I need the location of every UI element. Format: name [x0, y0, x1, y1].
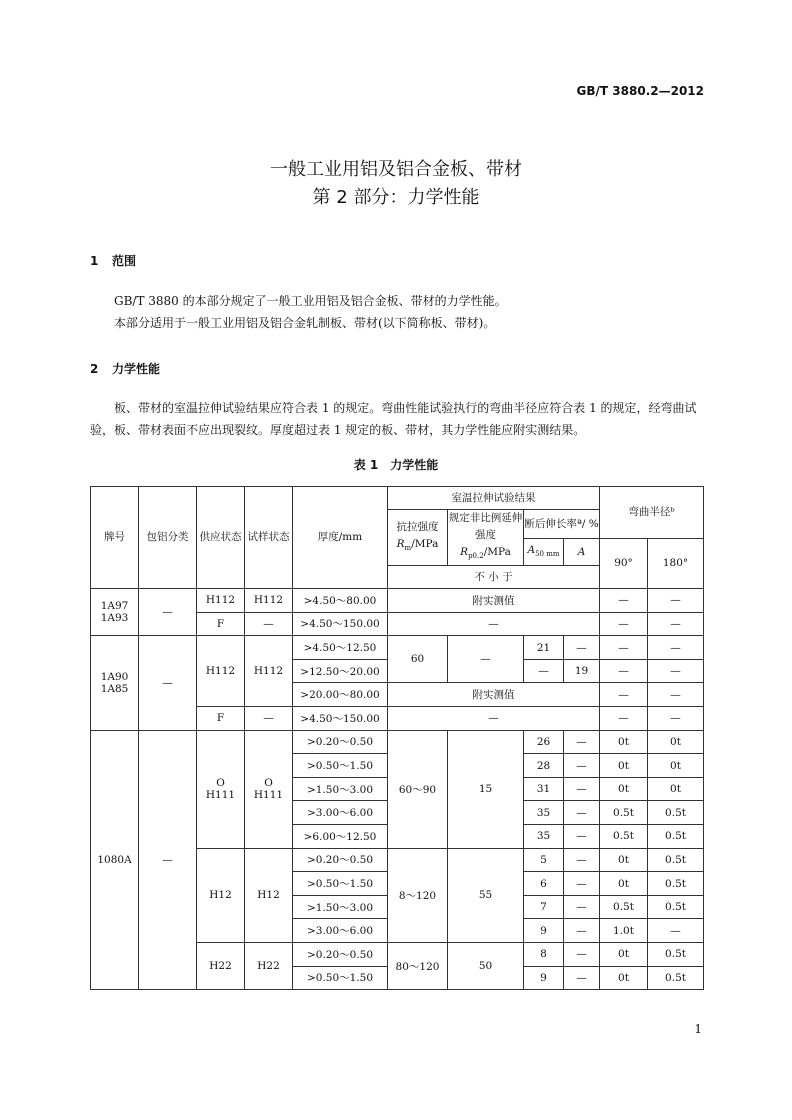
- tensile-cell: —: [388, 707, 600, 731]
- bend180-cell: —: [648, 636, 704, 660]
- bend180-cell: —: [648, 683, 704, 707]
- section-2-heading: [90, 360, 160, 377]
- standard-number: GB/T 3880.2—2012: [576, 84, 704, 98]
- bend180-cell: 0.5t: [648, 966, 704, 990]
- section-number: 2: [90, 362, 99, 376]
- a-cell: —: [564, 801, 600, 825]
- measured-cell: 附实测值: [388, 683, 600, 707]
- bend180-cell: —: [648, 612, 704, 636]
- rm-cell: 8～120: [388, 848, 448, 942]
- bend180-cell: —: [648, 919, 704, 943]
- a50-cell: 5: [524, 848, 564, 872]
- header-tensile-strength: 抗拉强度 $R_m$/MPa: [388, 510, 448, 566]
- header-sample-state: 试样状态: [245, 487, 293, 589]
- rm-cell: 60: [388, 636, 448, 683]
- rm-cell: 80～120: [388, 943, 448, 990]
- thickness-cell: >4.50～150.00: [293, 707, 388, 731]
- thickness-cell: >4.50～80.00: [293, 589, 388, 613]
- label: 规定非比例延伸强度: [448, 512, 523, 541]
- thickness-cell: >1.50～3.00: [293, 895, 388, 919]
- a50-cell: 6: [524, 872, 564, 896]
- bend90-cell: 0t: [600, 777, 648, 801]
- a50-cell: 31: [524, 777, 564, 801]
- paragraph: 板、带材的室温拉伸试验结果应符合表 1 的规定。弯曲性能试验执行的弯曲半径应符合表 1 的规定，经弯曲试验，板、带材表面不应出现裂纹。厚度超过表 1 规定的板、带材，其力学性能应附实测结果。: [90, 401, 697, 437]
- sample-state-cell: H112: [245, 636, 293, 707]
- bend90-cell: 1.0t: [600, 919, 648, 943]
- bend90-cell: 0t: [600, 966, 648, 990]
- a50-cell: 35: [524, 825, 564, 849]
- header-tensile-group: 室温拉伸试验结果: [388, 487, 600, 510]
- sample-state-cell: O H111: [245, 730, 293, 848]
- rp-cell: 50: [448, 943, 524, 990]
- bend90-cell: 0t: [600, 730, 648, 754]
- bend90-cell: 0.5t: [600, 825, 648, 849]
- header-bend-90: 90°: [600, 539, 648, 589]
- a50-cell: 7: [524, 895, 564, 919]
- a-cell: 19: [564, 659, 600, 683]
- bend180-cell: —: [648, 589, 704, 613]
- bend180-cell: 0.5t: [648, 801, 704, 825]
- bend90-cell: 0.5t: [600, 895, 648, 919]
- grade-cell: 1A90 1A85: [91, 636, 139, 730]
- header-supply-state: 供应状态: [197, 487, 245, 589]
- measured-cell: 附实测值: [388, 589, 600, 613]
- bend90-cell: —: [600, 612, 648, 636]
- a50-cell: 28: [524, 754, 564, 778]
- supply-state-cell: H12: [197, 848, 245, 942]
- sample-state-cell: H112: [245, 589, 293, 613]
- bend180-cell: 0.5t: [648, 943, 704, 967]
- header-clad: 包铝分类: [139, 487, 197, 589]
- a50-cell: 9: [524, 919, 564, 943]
- label: 抗拉强度: [396, 520, 439, 533]
- header-thickness: 厚度/mm: [293, 487, 388, 589]
- page-number: 1: [694, 1022, 702, 1036]
- a-cell: —: [564, 966, 600, 990]
- rp-cell: 15: [448, 730, 524, 848]
- a50-cell: 9: [524, 966, 564, 990]
- supply-state-cell: H22: [197, 943, 245, 990]
- a50-cell: —: [524, 659, 564, 683]
- table-caption: 表 1 力学性能: [353, 458, 439, 472]
- thickness-cell: >4.50～12.50: [293, 636, 388, 660]
- thickness-cell: >0.20～0.50: [293, 730, 388, 754]
- a-cell: —: [564, 777, 600, 801]
- sample-state-cell: —: [245, 707, 293, 731]
- bend180-cell: 0.5t: [648, 872, 704, 896]
- header-elongation: 断后伸长率ª/ %: [524, 510, 600, 539]
- bend180-cell: 0.5t: [648, 825, 704, 849]
- a50-cell: 35: [524, 801, 564, 825]
- paragraph: GB/T 3880 的本部分规定了一般工业用铝及铝合金板、带材的力学性能。: [114, 294, 507, 308]
- document-title: 一般工业用铝及铝合金板、带材: [270, 159, 522, 180]
- bend90-cell: —: [600, 707, 648, 731]
- bend180-cell: —: [648, 707, 704, 731]
- thickness-cell: >4.50～150.00: [293, 612, 388, 636]
- a50-cell: 21: [524, 636, 564, 660]
- table-row: [91, 589, 704, 613]
- section-title: 力学性能: [112, 362, 161, 376]
- bend90-cell: —: [600, 659, 648, 683]
- thickness-cell: >0.20～0.50: [293, 848, 388, 872]
- unit: /MPa: [411, 537, 439, 550]
- supply-state-cell: F: [197, 707, 245, 731]
- a-cell: —: [564, 730, 600, 754]
- tensile-cell: —: [388, 612, 600, 636]
- table-row: [91, 636, 704, 660]
- sample-state-cell: H22: [245, 943, 293, 990]
- a-cell: —: [564, 825, 600, 849]
- a50-cell: 26: [524, 730, 564, 754]
- clad-cell: —: [139, 589, 197, 636]
- thickness-cell: >6.00～12.50: [293, 825, 388, 849]
- header-a: A: [564, 539, 600, 566]
- paragraph: 本部分适用于一般工业用铝及铝合金轧制板、带材(以下简称板、带材)。: [114, 316, 496, 330]
- rp-cell: —: [448, 636, 524, 683]
- header-not-less-than: 不 小 于: [388, 566, 600, 589]
- section-number: 1: [90, 254, 99, 268]
- section-1-heading: [90, 252, 136, 269]
- bend180-cell: 0.5t: [648, 895, 704, 919]
- thickness-cell: >0.50～1.50: [293, 872, 388, 896]
- grade-cell: 1080A: [91, 730, 139, 990]
- thickness-cell: >0.20～0.50: [293, 943, 388, 967]
- sample-state-cell: H12: [245, 848, 293, 942]
- mechanical-properties-table: [90, 486, 704, 990]
- supply-state-cell: H112: [197, 636, 245, 707]
- thickness-cell: >0.50～1.50: [293, 754, 388, 778]
- a50-cell: 8: [524, 943, 564, 967]
- supply-state-cell: O H111: [197, 730, 245, 848]
- bend90-cell: 0t: [600, 754, 648, 778]
- bend90-cell: 0.5t: [600, 801, 648, 825]
- bend90-cell: 0t: [600, 872, 648, 896]
- bend180-cell: 0.5t: [648, 848, 704, 872]
- clad-cell: —: [139, 730, 197, 990]
- unit: /MPa: [483, 546, 511, 558]
- a-cell: —: [564, 943, 600, 967]
- document-subtitle: 第 2 部分：力学性能: [312, 187, 480, 208]
- supply-state-cell: F: [197, 612, 245, 636]
- sample-state-cell: —: [245, 612, 293, 636]
- section-2-body: [90, 397, 702, 441]
- a-cell: —: [564, 754, 600, 778]
- header-grade: 牌号: [91, 487, 139, 589]
- bend90-cell: 0t: [600, 848, 648, 872]
- section-1-body: [90, 290, 702, 334]
- bend90-cell: —: [600, 589, 648, 613]
- bend180-cell: —: [648, 659, 704, 683]
- bend180-cell: 0t: [648, 777, 704, 801]
- thickness-cell: >1.50～3.00: [293, 777, 388, 801]
- grade-cell: 1A97 1A93: [91, 589, 139, 636]
- thickness-cell: >3.00～6.00: [293, 801, 388, 825]
- header-yield-strength: 规定非比例延伸强度 $R_{p0.2}$/MPa: [448, 510, 524, 566]
- rm-cell: 60～90: [388, 730, 448, 848]
- bend90-cell: —: [600, 636, 648, 660]
- thickness-cell: >0.50～1.50: [293, 966, 388, 990]
- rp-cell: 55: [448, 848, 524, 942]
- a-cell: —: [564, 895, 600, 919]
- thickness-cell: >3.00～6.00: [293, 919, 388, 943]
- bend180-cell: 0t: [648, 730, 704, 754]
- a-cell: —: [564, 848, 600, 872]
- bend90-cell: 0t: [600, 943, 648, 967]
- clad-cell: —: [139, 636, 197, 730]
- bend180-cell: 0t: [648, 754, 704, 778]
- bend90-cell: —: [600, 683, 648, 707]
- header-a50: $A_{50 mm}$: [524, 539, 564, 566]
- a-cell: —: [564, 872, 600, 896]
- thickness-cell: >20.00～80.00: [293, 683, 388, 707]
- header-bend-180: 180°: [648, 539, 704, 589]
- supply-state-cell: H112: [197, 589, 245, 613]
- a-cell: —: [564, 636, 600, 660]
- table-row: [91, 730, 704, 754]
- a-cell: —: [564, 919, 600, 943]
- section-title: 范围: [112, 254, 137, 268]
- header-bend-radius: 弯曲半径ᵇ: [600, 487, 704, 539]
- thickness-cell: >12.50～20.00: [293, 659, 388, 683]
